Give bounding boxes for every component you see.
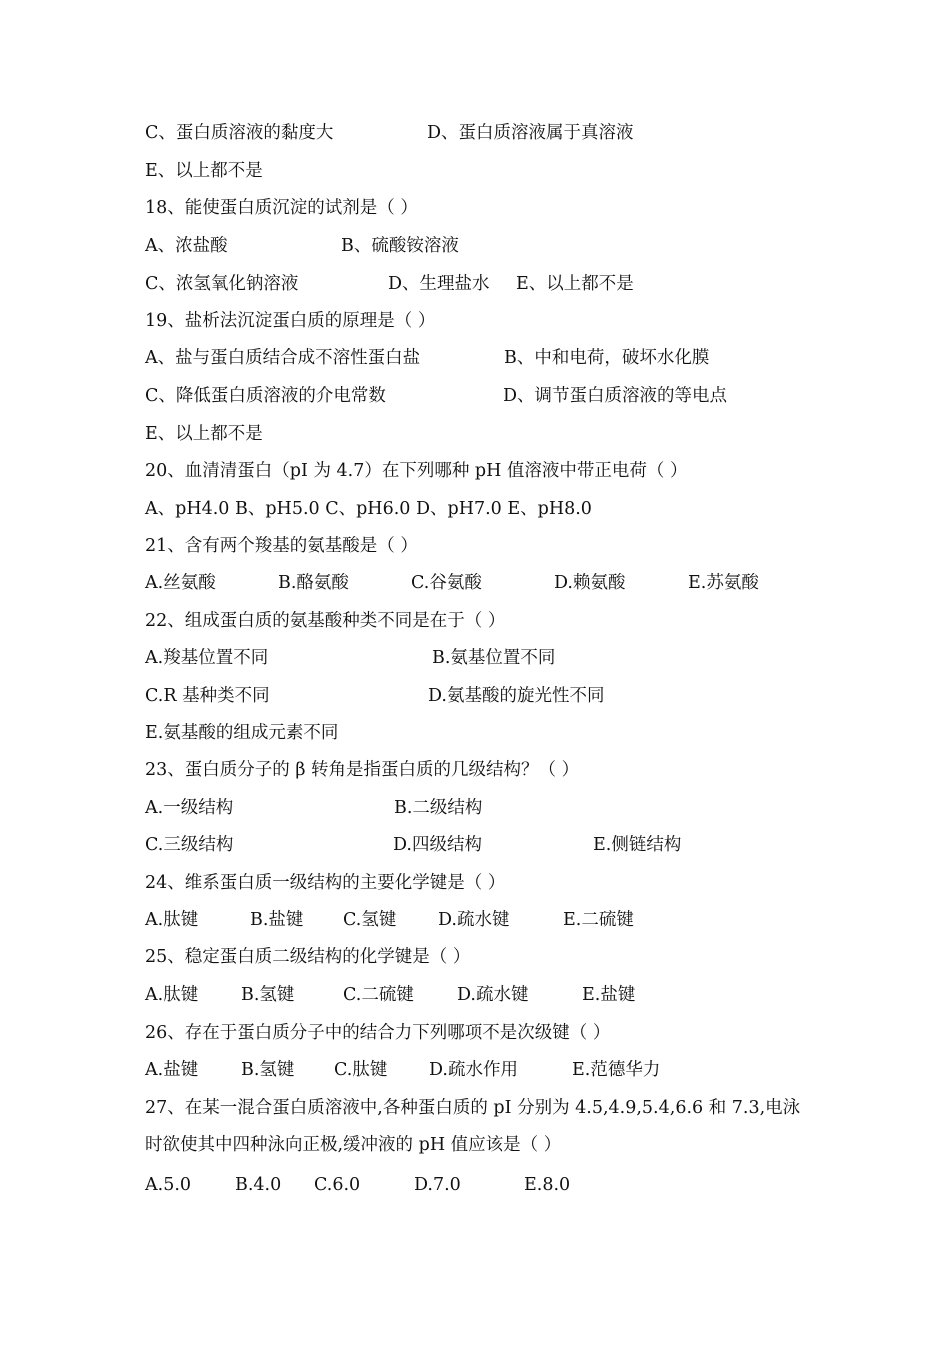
option: C.6.0	[314, 1175, 361, 1195]
option: A.肽键	[145, 910, 199, 930]
question-text: 23、蛋白质分子的 β 转角是指蛋白质的几级结构？（ ）	[145, 760, 580, 780]
option: E.8.0	[524, 1175, 571, 1195]
question-text: 时欲使其中四种泳向正极,缓冲液的 pH 值应该是（ ）	[145, 1135, 562, 1155]
option: D.四级结构	[393, 835, 482, 855]
option: C、降低蛋白质溶液的介电常数	[145, 386, 386, 406]
option: A、盐与蛋白质结合成不溶性蛋白盐	[145, 348, 421, 368]
option: B.氨基位置不同	[432, 648, 556, 668]
option: D、调节蛋白质溶液的等电点	[503, 386, 728, 406]
question-text: 20、血清清蛋白（pI 为 4.7）在下列哪种 pH 值溶液中带正电荷（ ）	[145, 461, 688, 481]
option: A.肽键	[145, 985, 199, 1005]
option: E.盐键	[582, 985, 636, 1005]
option: C.氢键	[343, 910, 397, 930]
option: A、pH4.0 B、pH5.0 C、pH6.0 D、pH7.0 E、pH8.0	[145, 499, 592, 519]
option: B、硫酸铵溶液	[341, 236, 459, 256]
option: D、生理盐水	[388, 274, 490, 294]
option: B.4.0	[235, 1175, 282, 1195]
option: E、以上都不是	[145, 161, 263, 181]
option: A.盐键	[145, 1060, 199, 1080]
option: E.二硫键	[563, 910, 634, 930]
question-text: 22、组成蛋白质的氨基酸种类不同是在于（ ）	[145, 611, 506, 631]
option: D.赖氨酸	[554, 573, 626, 593]
option: C.肽键	[334, 1060, 388, 1080]
question-text: 25、稳定蛋白质二级结构的化学键是（ ）	[145, 947, 471, 967]
option: E.氨基酸的组成元素不同	[145, 723, 339, 743]
option: A.丝氨酸	[145, 573, 216, 593]
option: D.疏水键	[457, 985, 529, 1005]
question-text: 27、在某一混合蛋白质溶液中,各种蛋白质的 pI 分别为 4.5,4.9,5.4,6.6 和 7.3,电泳	[145, 1098, 801, 1118]
question-text: 26、存在于蛋白质分子中的结合力下列哪项不是次级键（ ）	[145, 1023, 611, 1043]
option: A、浓盐酸	[145, 236, 228, 256]
option: B.二级结构	[394, 798, 483, 818]
option: B.酪氨酸	[278, 573, 349, 593]
option: D.疏水作用	[429, 1060, 518, 1080]
option: E.侧链结构	[593, 835, 682, 855]
option: E.范德华力	[572, 1060, 661, 1080]
option: D.氨基酸的旋光性不同	[428, 686, 605, 706]
option: C.R 基种类不同	[145, 686, 270, 706]
option: E.苏氨酸	[688, 573, 759, 593]
question-text: 24、维系蛋白质一级结构的主要化学键是（ ）	[145, 873, 506, 893]
option: E、以上都不是	[516, 274, 634, 294]
option: D、蛋白质溶液属于真溶液	[427, 123, 634, 143]
question-text: 19、盐析法沉淀蛋白质的原理是（ ）	[145, 311, 436, 331]
option: C.三级结构	[145, 835, 234, 855]
option: C、浓氢氧化钠溶液	[145, 274, 299, 294]
option: C.谷氨酸	[411, 573, 482, 593]
option: A.一级结构	[145, 798, 234, 818]
option: C、蛋白质溶液的黏度大	[145, 123, 334, 143]
option: B、中和电荷，破坏水化膜	[504, 348, 710, 368]
option: B.氢键	[241, 985, 295, 1005]
option: A.羧基位置不同	[145, 648, 269, 668]
option: C.二硫键	[343, 985, 414, 1005]
option: B.盐键	[250, 910, 304, 930]
option: D.7.0	[414, 1175, 461, 1195]
option: B.氢键	[241, 1060, 295, 1080]
option: D.疏水键	[438, 910, 510, 930]
question-text: 21、含有两个羧基的氨基酸是（ ）	[145, 536, 418, 556]
question-text: 18、能使蛋白质沉淀的试剂是（ ）	[145, 198, 418, 218]
option: E、以上都不是	[145, 424, 263, 444]
option: A.5.0	[145, 1175, 192, 1195]
